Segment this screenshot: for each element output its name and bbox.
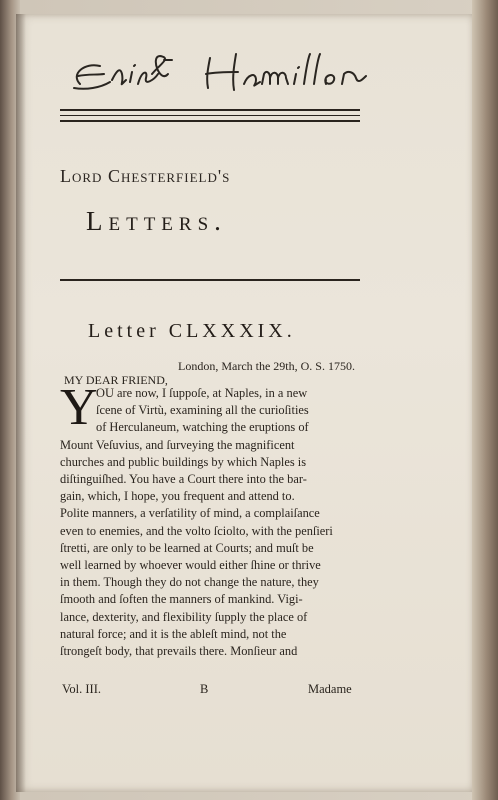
catchword: Madame: [308, 682, 352, 696]
body-line: gain, which, I hope, you frequent and attend to.: [60, 489, 295, 504]
title-rule: [60, 279, 360, 281]
body-line: of Herculaneum, watching the eruptions of: [96, 420, 309, 435]
body-line: natural force; and it is the ableſt mind, not the: [60, 626, 287, 641]
body-line: well learned by whoever would either ſhine or thrive: [60, 558, 321, 573]
top-rule-thin: [60, 115, 360, 116]
dateline: London, March the 29th, O. S. 1750.: [178, 359, 355, 373]
top-rule: [60, 109, 360, 111]
body-line: lance, dexterity, and flexibility ſupply the place of: [60, 609, 308, 624]
body-line: diſtinguiſhed. You have a Court there into the bar-: [60, 472, 307, 487]
drop-cap: Y: [60, 379, 98, 436]
volume-label: Vol. III.: [62, 682, 102, 696]
top-rule-lower: [60, 120, 360, 122]
running-title: Lord Chesterfield's: [60, 166, 231, 186]
spine-shadow: [16, 14, 26, 792]
main-title: Letters.: [86, 206, 227, 236]
signature-mark: B: [200, 682, 209, 696]
letter-heading: Letter CLXXXIX.: [88, 320, 296, 342]
body-line: even to enemies, and the volto ſciolto, with the penſieri: [60, 523, 333, 538]
body-line: ſtretti, are only to be learned at Courts; and muſt be: [60, 540, 314, 555]
body-line: OU are now, I ſuppoſe, at Naples, in a new: [96, 386, 308, 400]
body-line: ſcene of Virtù, examining all the curioſities: [96, 403, 309, 418]
body-line: ſtrongeſt body, that prevails there. Monſieur and: [60, 644, 298, 659]
body-line: Mount Veſuvius, and ſurveying the magnificent: [60, 437, 295, 452]
body-line: Polite manners, a verſatility of mind, a complaiſance: [60, 506, 320, 521]
body-line: in them. Though they do not change the nature, they: [60, 575, 319, 590]
letter-body: [60, 385, 360, 660]
salutation: MY DEAR FRIEND,: [64, 373, 168, 387]
body-line: ſmooth and ſoften the manners of mankind. Vigi-: [60, 592, 303, 607]
signature-text: Elizth Hamilton: [60, 44, 67, 45]
page-edges: [472, 0, 498, 800]
body-line: churches and public buildings by which Naples is: [60, 454, 307, 469]
handwritten-signature: [60, 44, 400, 104]
